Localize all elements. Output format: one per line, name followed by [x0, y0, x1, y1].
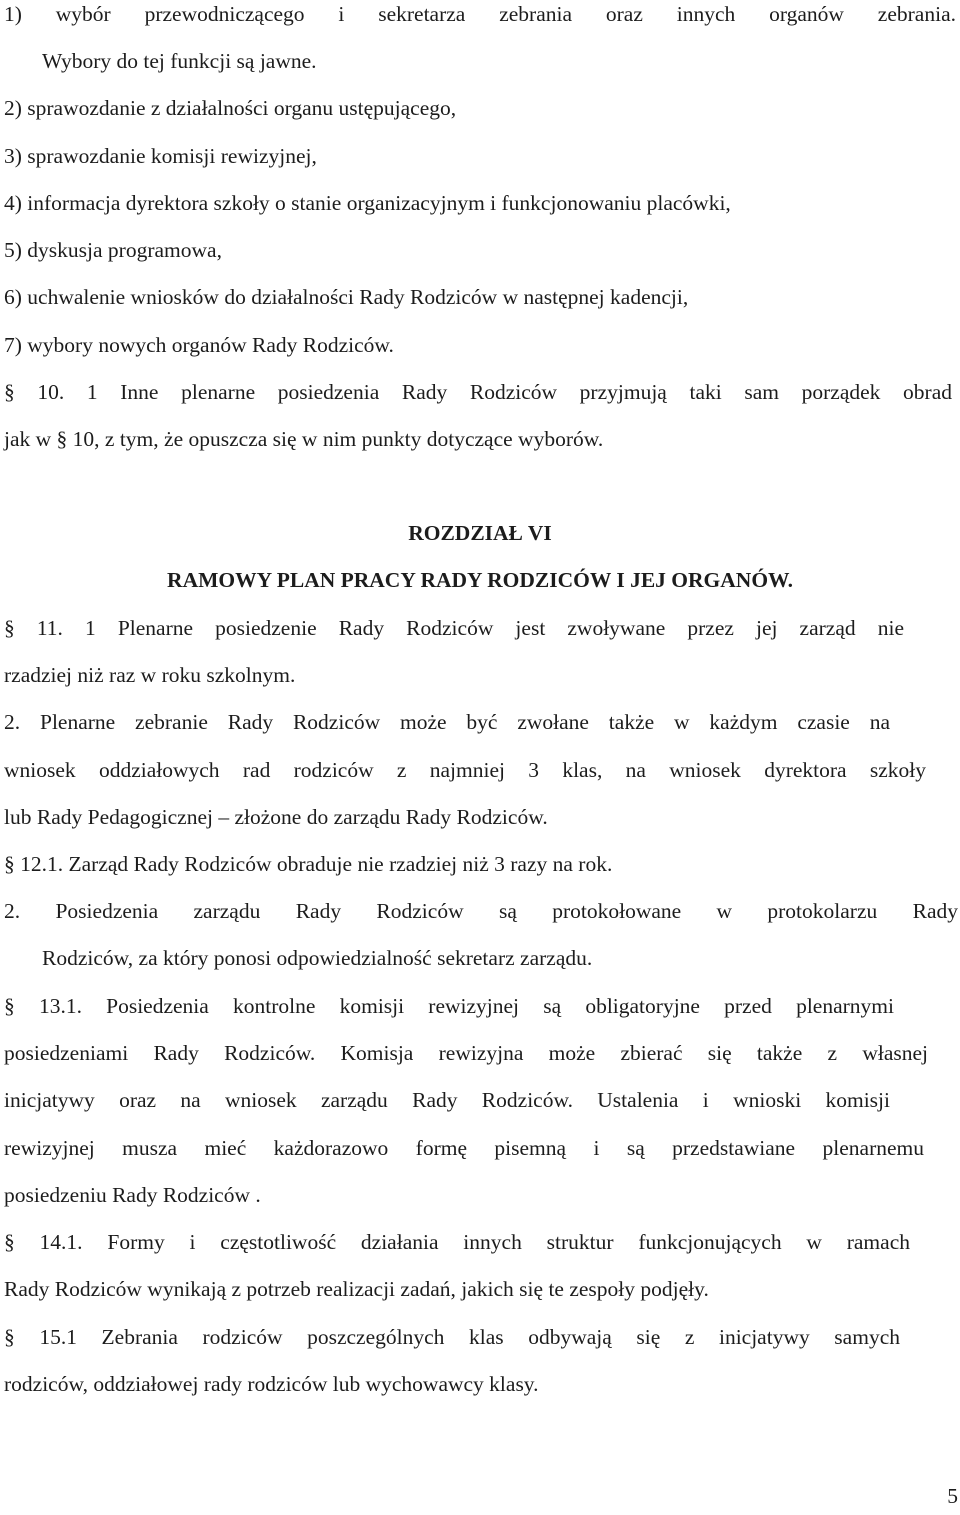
paragraph-14-line-2: Rady Rodziców wynikają z potrzeb realizacji zadań, jakich się te zespoły podjęły.: [4, 1277, 709, 1301]
list-item-5: 5) dyskusja programowa,: [4, 238, 222, 262]
paragraph-15-line-1: § 15.1 Zebrania rodziców poszczególnych klas odbywają się z inicjatywy samych: [4, 1325, 900, 1349]
chapter-title-heading: RAMOWY PLAN PRACY RADY RODZICÓW I JEJ ORGANÓW.: [167, 568, 793, 592]
paragraph-11-point-2-line-2: wniosek oddziałowych rad rodziców z najmniej 3 klas, na wniosek dyrektora szkoły: [4, 758, 926, 782]
list-item-3: 3) sprawozdanie komisji rewizyjnej,: [4, 144, 317, 168]
list-item-2: 2) sprawozdanie z działalności organu ustępującego,: [4, 96, 457, 120]
paragraph-12-line-1: § 12.1. Zarząd Rady Rodziców obraduje nie rzadziej niż 3 razy na rok.: [4, 852, 613, 876]
paragraph-10-line-2: jak w § 10, z tym, że opuszcza się w nim punkty dotyczące wyborów.: [4, 427, 604, 451]
list-item-7: 7) wybory nowych organów Rady Rodziców.: [4, 333, 394, 357]
paragraph-11-line-1: § 11. 1 Plenarne posiedzenie Rady Rodziców jest zwoływane przez jej zarząd nie: [4, 616, 904, 640]
paragraph-13-line-5: posiedzeniu Rady Rodziców .: [4, 1183, 261, 1207]
paragraph-13-line-2: posiedzeniami Rady Rodziców. Komisja rewizyjna może zbierać się także z własnej: [4, 1041, 928, 1065]
paragraph-14-line-1: § 14.1. Formy i częstotliwość działania innych struktur funkcjonujących w ramach: [4, 1230, 910, 1254]
paragraph-15-line-2: rodziców, oddziałowej rady rodziców lub wychowawcy klasy.: [4, 1372, 539, 1396]
list-item-4: 4) informacja dyrektora szkoły o stanie organizacyjnym i funkcjonowaniu placówki,: [4, 191, 731, 215]
page-number: 5: [947, 1484, 958, 1508]
paragraph-13-line-4: rewizyjnej musza mieć każdorazowo formę pisemną i są przedstawiane plenarnemu: [4, 1136, 924, 1160]
paragraph-12-point-2-line-1: 2. Posiedzenia zarządu Rady Rodziców są protokołowane w protokolarzu Rady: [4, 899, 958, 923]
chapter-number-heading: ROZDZIAŁ VI: [408, 521, 552, 545]
paragraph-12-point-2-line-2: Rodziców, za który ponosi odpowiedzialność sekretarz zarządu.: [42, 946, 593, 970]
list-item-6: 6) uchwalenie wniosków do działalności Rady Rodziców w następnej kadencji,: [4, 285, 689, 309]
paragraph-13-line-1: § 13.1. Posiedzenia kontrolne komisji rewizyjnej są obligatoryjne przed plenarnymi: [4, 994, 894, 1018]
paragraph-11-point-2-line-1: 2. Plenarne zebranie Rady Rodziców może być zwołane także w każdym czasie na: [4, 710, 890, 734]
list-item-1-continuation: Wybory do tej funkcji są jawne.: [42, 49, 317, 73]
list-item-1: 1) wybór przewodniczącego i sekretarza zebrania oraz innych organów zebrania.: [4, 2, 956, 26]
paragraph-10-line-1: § 10. 1 Inne plenarne posiedzenia Rady Rodziców przyjmują taki sam porządek obrad: [4, 380, 952, 404]
paragraph-11-line-2: rzadziej niż raz w roku szkolnym.: [4, 663, 296, 687]
paragraph-11-point-2-line-3: lub Rady Pedagogicznej – złożone do zarządu Rady Rodziców.: [4, 805, 548, 829]
paragraph-13-line-3: inicjatywy oraz na wniosek zarządu Rady Rodziców. Ustalenia i wnioski komisji: [4, 1088, 890, 1112]
